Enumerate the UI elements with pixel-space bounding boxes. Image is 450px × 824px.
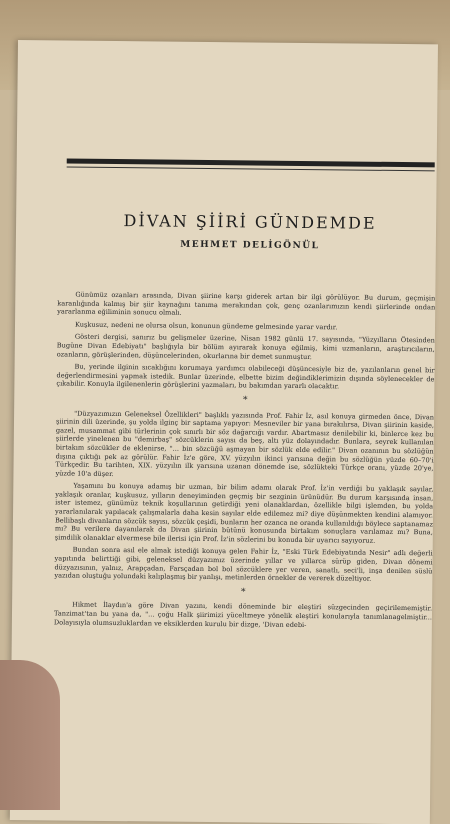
paragraph: Hikmet İlaydın'a göre Divan yazını, kendi döneminde bir eleştiri süzgecinden geçirilememiştir. Tanzimat'tan bu yana da, "... çoğu Halk şiirimizi yüceltmeye yönelik eleştiri konularıyla tanımlanagelmiştir... Dolayısıyla olumsuzluklardan ve eksiklerden kurulu bir dizge, 'Divan edebi- [53,601,433,629]
paragraph: Bu, yerinde ilginin sıcaklığını korumaya yardımcı olabileceği düşüncesiyle biz de, yazılanların genel bir değerlendirmesini yapmak istedik. Bunlar üzerinde, elbette bizim değindiklerimizin dışında söylenecekler de çıkabilir. Konuyla ilgilenenlerin görüşlerini yazmaları, bu bakımdan yararlı olacaktır. [56,362,435,391]
article-title: DİVAN ŞİİRİ GÜNDEMDE [123,211,377,233]
paragraph: Gösteri dergisi, sanırız bu gelişmeler üzerine, Nisan 1982 günlü 17. sayısında, "Yüzyılların Ötesinden Bugüne Divan Edebiyatı" başlığıyla bir bölüm ayırarak konuya eğilmiş, kimi uzmanların, araştırıcıların, ozanların, görüşlerinden, düşüncelerinden, okurlarına bir demet sunmuştur. [56,332,435,361]
section-separator: * [242,395,248,406]
paragraph: Bundan sonra asıl ele almak istediği konuya gelen Fahir İz, "Eski Türk Edebiyatında Nesir" adlı değerli yapıtında belirttiği gibi, geleneksel düzyazımız üzerinde yıllar ve yıllarca sürüp giden, Divan dönemi düzyazısının, yalnız, Arapçadan, Farsçadan bol bol sözcüklere yer veren, sanatlı, seci'li, inşa denilen süslü yazıdan oluştuğu yolundaki kalıplaşmış bir yanlışı, metinlerden örnekler de vererek düzeltiyor. [54,546,433,583]
paragraph: Yaşamını bu konuya adamış bir uzman, bir bilim adamı olarak Prof. İz'in verdiği bu yaklaşık sayılar, yaklaşık oranlar, kuşkusuz, yılların deneyiminden geçmiş bir sezginin ürünüdür. Bu durum karşısında insan, ister istemez, günümüz teknik koşullarının getirdiği yeni olanaklardan, özellikle bilgi işlemden, bu yolda yararlanılarak yapılacak çalışmalarla daha kesin sayılar elde edilemez mi? diye düşünmekten kendini alamıyor. Bellibaşlı divanların sözcük sayısı, sözcük çeşidi, bunların her ozanca ne oranda kullanıldığı böylece saptanamaz mı? Bu verilere dayanılarak da Divan şiirinin bütünü konusunda birtakım sonuçlara varılamaz mı? Buna, şimdilik olanaklar elvermese bile ilerisi için Prof. İz'in sözlerini bu konuda bir uyarıcı sayıyoruz. [54,481,434,545]
paragraph: Günümüz ozanları arasında, Divan şiirine karşı giderek artan bir ilgi görülüyor. Bu durum, geçmişin karanlığında kalmış bir şiir kaynağını tanıma merakından çok, genç ozanlarımızın kendi şiirlerinde ondan yararlanma eğiliminin sonucu olmalı. [57,290,436,317]
article-author: MEHMET DELİGÖNÜL [180,239,320,252]
section-separator: * [240,587,246,598]
header-rule-thin [67,167,435,172]
header-rule-thick [67,159,435,168]
paragraph: "Düzyazımızın Geleneksel Özellikleri" başlıklı yazısında Prof. Fahir İz, asıl konuya girmeden önce, Divan şiirinin dili üzerinde, şu yolda ilginç bir saptama yapıyor: Mesneviler bir yana bırakılırsa, Divan şiirinin kaside, gazel, musammat gibi türlerinin çok sınırlı bir söz dağarcığı vardır. Abartmasız denilebilir ki, binlerce kez bu şiirlerde yinelenen bu "demirbaş" sözcüklerin sayısı da beş, altı yüz dolayındadır. Bunlara, seyrek kullanılan birtakım sözcükler de eklenirse, "... bin sözcüğü aşmayan bir sözlük elde edilir." Divan ozanının bu sözlüğün dışına çıktığı pek az görülür. Fahir İz'e göre, XV. yüzyılın ikinci yarısına değin bu sözlüğün yüzde 60–70'i Türkçedir. Bu tarihten, XIX. yüzyılın ilk yarısına uzanan dönemde ise, sözlükteki Türkçe oranı, yüzde 20'ye, yüzde 10'a düşer. [55,409,435,478]
paragraph: Kuşkusuz, nedeni ne olursa olsun, konunun gündeme gelmesinde yarar vardır. [74,320,338,332]
thumb [0,660,60,810]
book-page [10,40,438,824]
article-body [54,290,436,634]
